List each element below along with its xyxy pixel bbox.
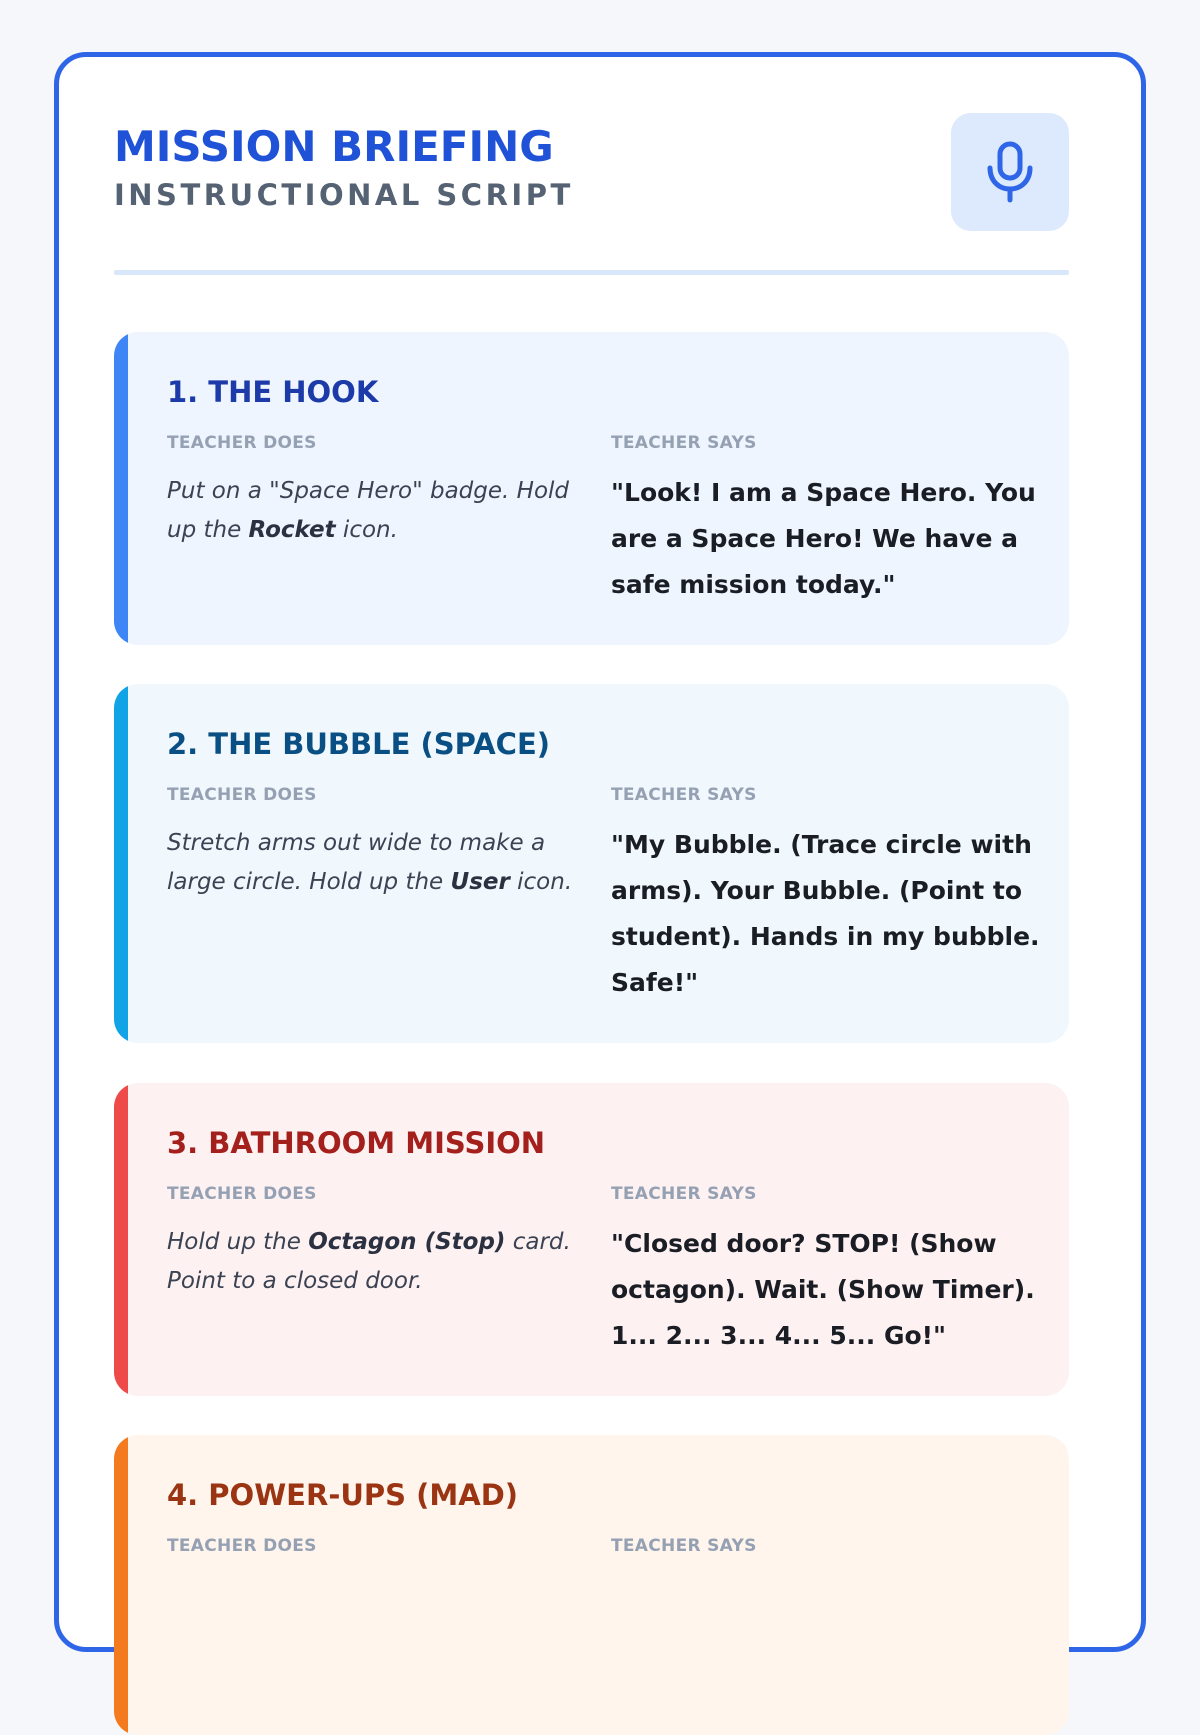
page-title: MISSION BRIEFING <box>114 122 554 171</box>
text-run: card. Point to a closed door. <box>167 1229 571 1294</box>
teacher-does-text <box>167 824 587 902</box>
text-run: "Look! I am a Space Hero. You are a Space Hero! We have a safe mission today." <box>611 478 1036 599</box>
section-accent-bar <box>114 332 128 645</box>
section-title: 1. THE HOOK <box>167 375 379 409</box>
emphasis-text: Rocket <box>248 517 336 543</box>
teacher-says-label: TEACHER SAYS <box>611 433 757 453</box>
microphone-button[interactable] <box>951 113 1069 231</box>
emphasis-text: Timer <box>932 1275 1014 1304</box>
teacher-does-label: TEACHER DOES <box>167 433 317 453</box>
section-power-ups <box>114 1435 1069 1735</box>
teacher-does-label: TEACHER DOES <box>167 1536 317 1556</box>
text-run: icon. <box>509 869 573 895</box>
section-title: 4. POWER-UPS (MAD) <box>167 1478 519 1512</box>
teacher-says-label: TEACHER SAYS <box>611 785 757 805</box>
section-accent-bar <box>114 684 128 1043</box>
section-bathroom-mission <box>114 1083 1069 1396</box>
text-run: Put on a "Space Hero" badge. Hold up the <box>167 478 570 543</box>
microphone-icon <box>984 141 1036 203</box>
teacher-says-text <box>611 822 1041 1006</box>
section-accent-bar <box>114 1435 128 1735</box>
teacher-says-text <box>611 1221 1041 1359</box>
text-run: icon. <box>335 517 398 543</box>
teacher-says-label: TEACHER SAYS <box>611 1184 757 1204</box>
teacher-does-label: TEACHER DOES <box>167 785 317 805</box>
section-title: 3. BATHROOM MISSION <box>167 1126 546 1160</box>
mission-briefing-card <box>54 52 1146 1652</box>
page-subtitle: INSTRUCTIONAL SCRIPT <box>114 178 574 212</box>
teacher-says-label: TEACHER SAYS <box>611 1536 757 1556</box>
section-accent-bar <box>114 1083 128 1396</box>
section-the-bubble <box>114 684 1069 1043</box>
teacher-does-text <box>167 1223 587 1301</box>
header-divider <box>114 270 1069 275</box>
emphasis-text: Octagon (Stop) <box>308 1229 506 1255</box>
text-run: Stretch arms out wide to make a large circle. Hold up the <box>167 830 546 895</box>
section-the-hook <box>114 332 1069 645</box>
text-run: "My Bubble. (Trace circle with arms). Your Bubble. (Point to student). Hands in my bubble. Safe!" <box>611 830 1040 997</box>
emphasis-text: User <box>450 869 510 895</box>
text-run: ). 1... 2... 3... 4... 5... Go!" <box>611 1275 1035 1350</box>
teacher-does-text <box>167 472 587 550</box>
header <box>114 121 574 215</box>
text-run: "Closed door? STOP! (Show octagon). Wait. (Show <box>611 1229 997 1304</box>
text-run: Hold up the <box>167 1229 309 1255</box>
teacher-does-label: TEACHER DOES <box>167 1184 317 1204</box>
section-title: 2. THE BUBBLE (SPACE) <box>167 727 551 761</box>
teacher-says-text <box>611 470 1041 608</box>
